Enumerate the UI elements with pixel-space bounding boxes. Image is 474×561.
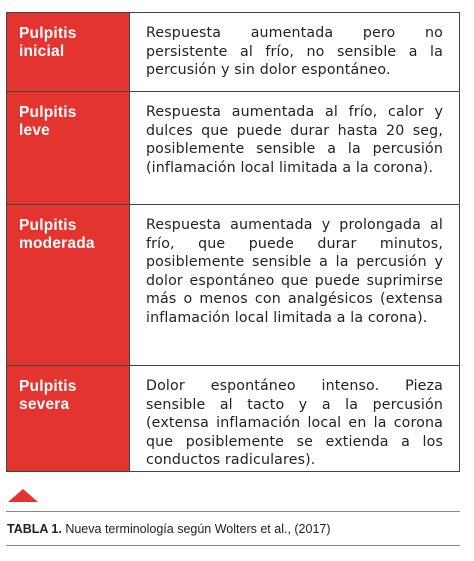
row-description-cell	[130, 366, 459, 471]
row-label: Pulpitis leve	[19, 104, 77, 139]
caption-rule-bottom	[6, 545, 460, 546]
row-label-cell	[7, 366, 130, 471]
pulpitis-table	[6, 12, 460, 472]
row-description: Dolor espontáneo intenso. Pieza sensible al tacto y a la percusión (extensa inflamación local en la corona que posiblemente se extienda a los conductos radiculares).	[146, 378, 443, 469]
row-label: Pulpitis severa	[19, 378, 77, 413]
row-description: Respuesta aumentada pero no persistente al frío, no sensible a la percusión y sin dolor espontáneo.	[146, 25, 443, 79]
row-description-cell	[130, 13, 459, 91]
row-label: Pulpitis moderada	[19, 217, 95, 252]
caption-triangle-icon	[8, 489, 38, 502]
table-row	[7, 204, 459, 365]
row-description-cell	[130, 92, 459, 204]
row-description: Respuesta aumentada al frío, calor y dulces que puede durar hasta 20 seg, posiblemente sensible a la percusión (inflamación local limitada a la corona).	[146, 104, 443, 176]
row-description-cell	[130, 205, 459, 365]
caption-label: TABLA 1.	[7, 522, 62, 536]
table-row	[7, 13, 459, 91]
row-label-cell	[7, 92, 130, 204]
caption-rule-top	[6, 511, 460, 512]
caption-text: Nueva terminología según Wolters et al., (2017)	[61, 522, 331, 536]
row-label-cell	[7, 205, 130, 365]
row-description: Respuesta aumentada y prolongada al frío, que puede durar minutos, posiblemente sensible a la percusión y dolor espontáneo que puede suprimirse más o menos con analgésicos (extensa inflamación local limitada a la corona).	[146, 217, 443, 326]
table-row	[7, 365, 459, 471]
row-label-cell	[7, 13, 130, 91]
row-label: Pulpitis inicial	[19, 25, 77, 60]
table-row	[7, 91, 459, 204]
table-caption	[7, 522, 331, 536]
